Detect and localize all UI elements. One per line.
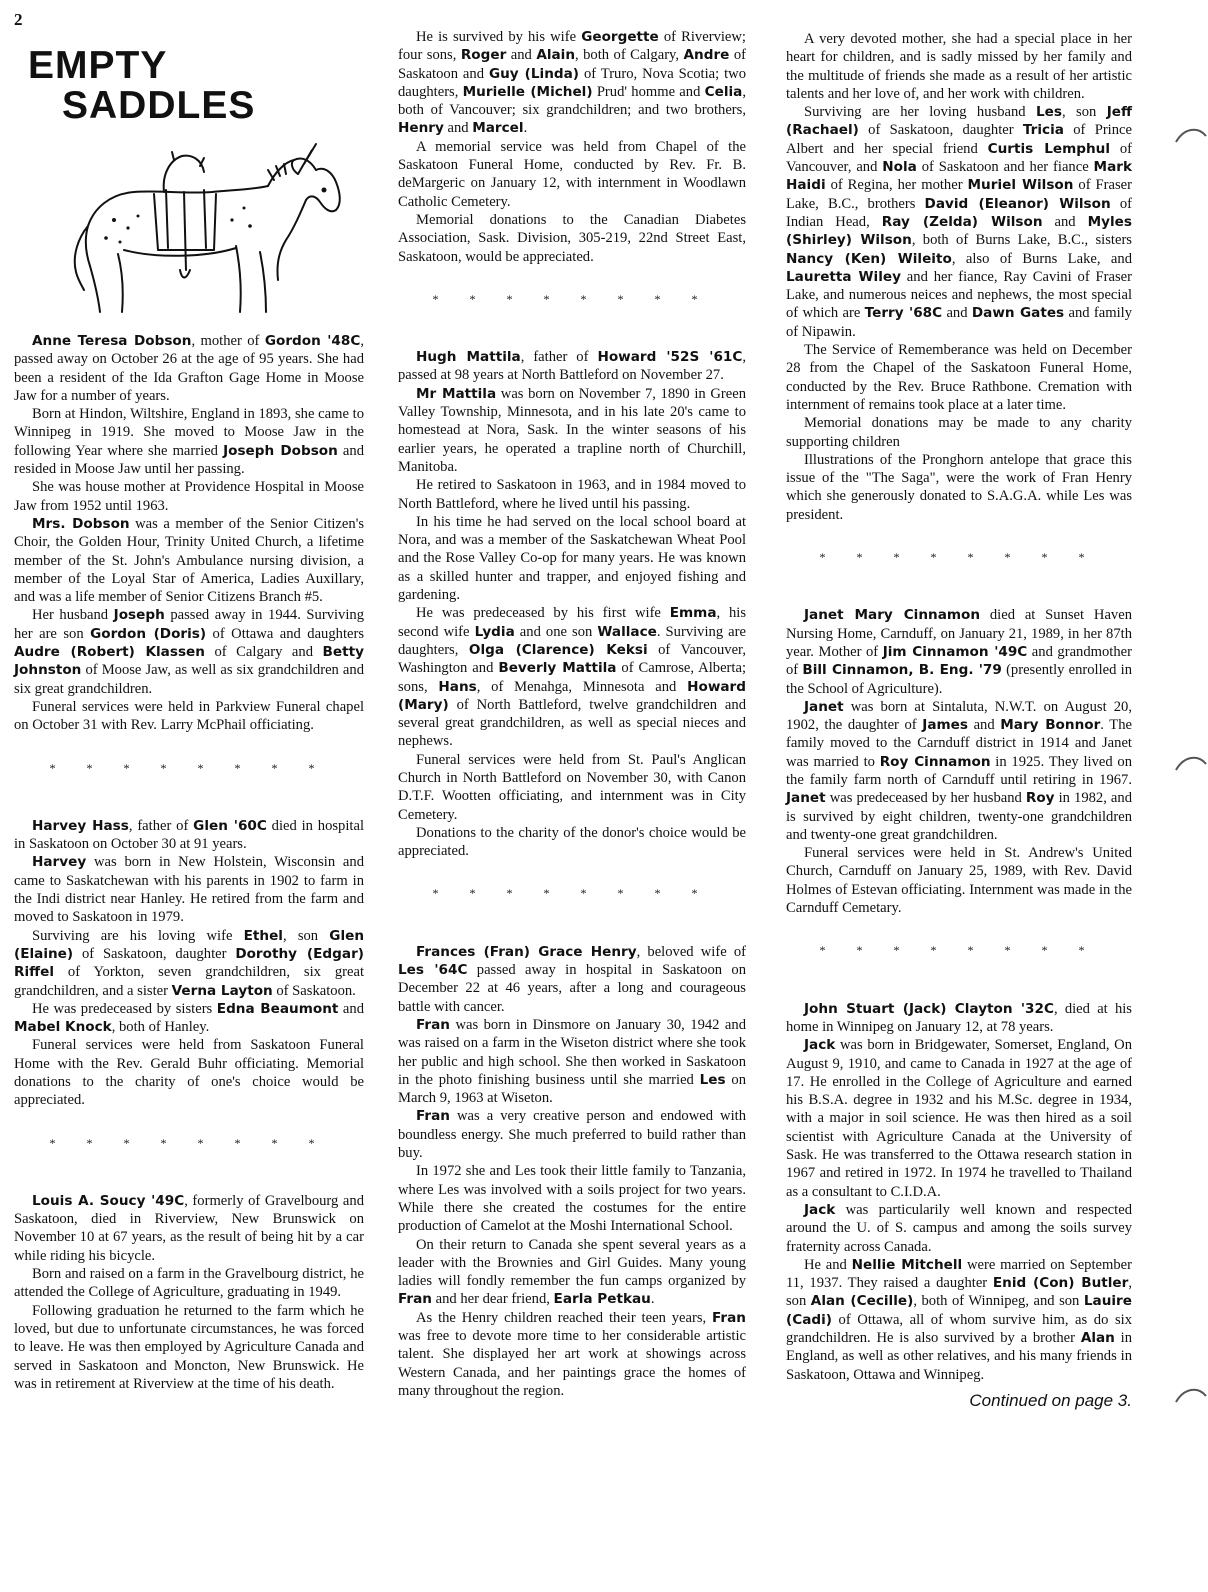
dobson-paragraph: Anne Teresa Dobson, mother of Gordon '48C, passed away on October 26 at the age of 95 years. She had been a resident of the Ida Grafton Gage Home in Moose Jaw for a number of years. [14, 333, 364, 404]
henry-paragraph: Fran was born in Dinsmore on January 30, 1942 and was raised on a farm in the Wiseton district where she took her public and high school. She then worked in Saskatoon in the photo finishing business until she married Les on March 9, 1963 at Wiseton. [398, 1016, 746, 1107]
person-name: Jack [804, 1201, 836, 1218]
dobson-paragraph: Funeral services were held in Parkview Funeral chapel on October 31 with Rev. Larry McPhail officiating. [14, 698, 364, 734]
person-name: Fran [712, 1309, 746, 1326]
obituary-mattila [398, 348, 746, 860]
person-name: Tricia [1022, 122, 1064, 139]
person-name: Andre [683, 47, 730, 64]
cinnamon-paragraph: Funeral services were held in St. Andrew's United Church, Carnduff on January 25, 1989, with Rev. David Holmes of Estevan officiating. Internment was made in the Carnduff Cemetary. [786, 845, 1132, 917]
person-name: Mary Bonnor [1000, 717, 1101, 734]
person-name: Harvey Hass [32, 817, 129, 834]
person-name: Ray (Zelda) Wilson [881, 213, 1043, 230]
person-name: Glen (Elaine) [14, 927, 364, 962]
person-name: Howard '52S '61C [597, 349, 743, 366]
person-name: Celia [704, 83, 743, 100]
person-name: James [922, 717, 968, 734]
mattila-paragraph: Donations to the charity of the donor's choice would be appreciated. [398, 824, 746, 860]
person-name: Gordon '48C [264, 333, 361, 349]
person-name: Alain [536, 47, 576, 64]
person-name: Enid (Con) Butler [992, 1275, 1129, 1292]
soucy-paragraph: He is survived by his wife Georgette of Riverview; four sons, Roger and Alain, both of Calgary, Andre of Saskatoon and Guy (Linda) of Truro, Nova Scotia; two daughters, Murielle (Michel) Prud' homme and Celia, both of Vancouver; six grandchildren; and two brothers, Henry and Marcel. [398, 29, 747, 137]
person-name: Howard (Mary) [398, 678, 746, 713]
person-name: Fran [416, 1016, 450, 1033]
soucy-paragraph: Louis A. Soucy '49C, formerly of Gravelbourg and Saskatoon, died in Riverview, New Brunswick on November 10 at 67 years, as the result of being hit by a car while riding his bicycle. [14, 1192, 364, 1264]
person-name: Janet [804, 698, 844, 715]
person-name: Betty Johnston [14, 644, 364, 679]
separator-stars: * * * * * * * * [819, 943, 1099, 958]
person-name: Anne Teresa Dobson [32, 333, 192, 349]
person-name: Muriel Wilson [967, 177, 1074, 194]
hass-paragraph: Funeral services were held from Saskatoon Funeral Home with the Rev. Gerald Buhr officiating. Memorial donations to the charity of one's choice would be appreciated. [14, 1037, 364, 1109]
henry-paragraph: Surviving are her loving husband Les, son Jeff (Rachael) of Saskatoon, daughter Tricia of Prince Albert and her special friend Curtis Lemphul of Vancouver, and Nola of Saskatoon and her fiance Mark Haidi of Regina, her mother Muriel Wilson of Fraser Lake, B.C., brothers David (Eleanor) Wilson of Indian Head, Ray (Zelda) Wilson and Myles (Shirley) Wilson, both of Burns Lake, B.C., sisters Nancy (Ken) Wileito, also of Burns Lake, and Lauretta Wiley and her fiance, Ray Cavini of Fraser Lake, and numerous neices and nephews, the most special of which are Terry '68C and Dawn Gates and family of Nipawin. [786, 104, 1133, 340]
henry-paragraph: The Service of Rememberance was held on December 28 from the Chapel of the Saskatoon Funeral Home, conducted by the Rev. Bruce Rathbone. Cremation with internment of remains took place at a later time. [786, 342, 1132, 413]
page-number: 2 [14, 10, 23, 29]
mattila-paragraph: Funeral services were held from St. Paul's Anglican Church in North Battleford on November 30, with Canon D.T.F. Wootten officiating, and internment was in City Cemetery. [398, 751, 746, 823]
person-name: Earla Petkau [553, 1291, 651, 1308]
obituary-clayton [786, 1000, 1132, 1384]
person-name: Henry [398, 120, 444, 137]
person-name: Verna Layton [171, 982, 273, 999]
person-name: Bill Cinnamon, B. Eng. '79 [802, 662, 1002, 679]
separator-stars: * * * * * * * * [49, 1135, 329, 1150]
person-name: Terry '68C [864, 305, 943, 322]
person-name: Myles (Shirley) Wilson [786, 213, 1132, 249]
person-name: Emma [669, 605, 717, 622]
henry-paragraph: A very devoted mother, she had a special place in her heart for children, and is sadly missed by her family and the multitude of friends she made as a result of her artistic talents and her love of, and her work with children. [786, 31, 1132, 102]
henry-paragraph: Frances (Fran) Grace Henry, beloved wife of Les '64C passed away in hospital in Saskatoon on December 22 at 46 years, after a long and courageous battle with cancer. [398, 943, 746, 1015]
separator-stars: * * * * * * * * [819, 550, 1099, 565]
person-name: Marcel [472, 120, 524, 137]
obituary-soucy [14, 1192, 364, 1393]
henry-paragraph: Memorial donations may be made to any charity supporting children [786, 415, 1132, 450]
person-name: Beverly Mattila [498, 660, 617, 677]
hass-paragraph: Harvey Hass, father of Glen '60C died in hospital in Saskatoon on October 30 at 91 years. [14, 817, 364, 853]
person-name: Nellie Mitchell [851, 1256, 963, 1273]
page-title [14, 46, 364, 126]
separator-stars: * * * * * * * * [432, 886, 712, 901]
column-3 [786, 30, 1132, 1410]
henry-paragraph: In 1972 she and Les took their little family to Tanzania, where Les was involved with a soils project for two years. While there she created the costumes for the entire production of Camelot at the Moshi International School. [398, 1163, 746, 1235]
person-name: Harvey [32, 854, 87, 871]
clayton-paragraph: Jack was particularily well known and respected around the U. of S. campus and among the soils survey fraternity across Canada. [786, 1201, 1132, 1255]
dobson-paragraph: Born at Hindon, Wiltshire, England in 1893, she came to Winnipeg in 1919. She moved to Moose Jaw in the following Year where she married Joseph Dobson and resided in Moose Jaw until her passing. [14, 406, 364, 478]
person-name: Nancy (Ken) Wileito [786, 250, 952, 267]
person-name: Nola [882, 159, 917, 176]
saddled-horse-illustration [54, 130, 344, 320]
henry-paragraph: On their return to Canada she spent several years as a leader with the Brownies and Girl Guides. Many young ladies will fondly remember the fun camps organized by Fran and her dear friend, Earla Petkau. [398, 1236, 746, 1308]
person-name: John Stuart (Jack) Clayton '32C [804, 1000, 1054, 1017]
person-name: Glen '60C [193, 817, 267, 834]
person-name: Edna Beaumont [216, 1000, 339, 1017]
person-name: Fran [416, 1108, 450, 1125]
henry-paragraph: Illustrations of the Pronghorn antelope that grace this issue of the "The Saga", were the work of Fran Henry which she generously donated to S.A.G.A. while Les was president. [786, 451, 1132, 523]
person-name: Jeff (Rachael) [786, 104, 1132, 139]
clayton-paragraph: He and Nellie Mitchell were married on September 11, 1937. They raised a daughter Enid (Con) Butler, son Alan (Cecille), both of Winnipeg, and son Lauire (Cadi) of Ottawa, all of whom survive him, as do six grandchildren. He is also survived by a brother Alan in England, as well as other relatives, and his many friends in Saskatoon, Ottawa and Winnipeg. [786, 1256, 1133, 1383]
person-name: Lydia [474, 623, 515, 640]
obituary-henry-continued [786, 30, 1132, 524]
hass-paragraph: Harvey was born in New Holstein, Wisconsin and came to Saskatchewan with his parents in 1902 to farm in the Indi district near Hanley. He retired from the farm and moved to Saskatoon in 1979. [14, 854, 364, 926]
person-name: David (Eleanor) Wilson [924, 195, 1111, 212]
mattila-paragraph: Mr Mattila was born on November 7, 1890 in Green Valley Township, Minnesota, and in his late 20's came to homestead at Nora, Sask. In the winter seasons of his earlier years, he operated a trapline north of Churchill, Manitoba. [398, 385, 746, 475]
person-name: Lauretta Wiley [786, 268, 901, 285]
obituary-henry [398, 943, 746, 1400]
person-name: Alan (Cecille) [810, 1293, 914, 1310]
person-name: Joseph [113, 607, 165, 624]
soucy-paragraph: Following graduation he returned to the farm which he loved, but due to unfortunate circumstances, he was forced to leave. He was then employed by Agriculture Canada and served in Saskatoon and Moncton, New Brunswick. He was in retirement at Riverview at the time of his death. [14, 1302, 364, 1392]
person-name: Gordon (Doris) [90, 625, 207, 642]
person-name: Murielle (Michel) [462, 83, 593, 100]
obituary-dobson [14, 332, 364, 735]
page-curl-mark [1174, 124, 1208, 146]
person-name: Jack [804, 1037, 836, 1054]
person-name: Dawn Gates [971, 305, 1065, 322]
person-name: Georgette [581, 29, 659, 45]
person-name: Olga (Clarence) Keksi [468, 641, 648, 658]
person-name: Curtis Lemphul [987, 140, 1110, 157]
person-name: Roy [1025, 790, 1055, 807]
dobson-paragraph: Her husband Joseph passed away in 1944. Surviving her are son Gordon (Doris) of Ottawa and daughters Audre (Robert) Klassen of Calgary and Betty Johnston of Moose Jaw, as well as six grandchildren and six great grandchildren. [14, 607, 365, 697]
person-name: Audre (Robert) Klassen [14, 644, 205, 661]
person-name: Mrs. Dobson [32, 515, 130, 532]
person-name: Janet Mary Cinnamon [804, 607, 981, 624]
person-name: Mr Mattila [416, 385, 497, 402]
obituary-cinnamon [786, 606, 1132, 917]
mattila-paragraph: He was predeceased by his first wife Emma, his second wife Lydia and one son Wallace. Surviving are daughters, Olga (Clarence) Keksi of Vancouver, Washington and Beverly Mattila of Camrose, Alberta; sons, Hans, of Menahga, Minnesota and Howard (Mary) of North Battleford, twelve grandchildren and several great grandchildren, as well as special nieces and nephews. [398, 605, 747, 750]
soucy-paragraph: Memorial donations to the Canadian Diabetes Association, Sask. Division, 305-219, 22nd Street East, Saskatoon, would be appreciated. [398, 211, 746, 265]
obituary-hass [14, 817, 364, 1110]
person-name: Alan [1080, 1330, 1115, 1346]
person-name: Fran [398, 1291, 432, 1308]
mattila-paragraph: Hugh Mattila, father of Howard '52S '61C, passed at 98 years at North Battleford on November 27. [398, 349, 746, 384]
title-line-1: EMPTY [28, 44, 168, 87]
obituary-soucy-continued [398, 28, 746, 266]
clayton-paragraph: Jack was born in Bridgewater, Somerset, England, On August 9, 1910, and came to Canada in 1927 at the age of 17. He enrolled in the College of Agriculture and earned his B.S.A. degree in 1932 and his M.Sc. degree in 1934, with a major in soil science. He was then hired as a soil scientist with Agriculture Canada at the University of Sask. He was transferred to the Ottawa research station in 1967 and retired in 1972. In 1974 he travelled to Thailand as a consultant to C.I.D.A. [786, 1037, 1132, 1200]
henry-paragraph: Fran was a very creative person and endowed with boundless energy. She much preferred to build rather than buy. [398, 1108, 746, 1162]
person-name: Les [699, 1071, 726, 1088]
person-name: Joseph Dobson [223, 442, 338, 459]
dobson-paragraph: She was house mother at Providence Hospital in Moose Jaw from 1952 until 1963. [14, 479, 364, 514]
mattila-paragraph: In his time he had served on the local school board at Nora, and was a member of the Saskatchewan Wheat Pool and the Rose Valley Co-op for many years. He was known as a skilled hunter and trapper, and enjoyed fishing and gardening. [398, 513, 746, 604]
title-line-2: SADDLES [62, 84, 256, 127]
clayton-paragraph: John Stuart (Jack) Clayton '32C, died at his home in Winnipeg on January 12, at 78 years. [786, 1000, 1132, 1035]
person-name: Roy Cinnamon [879, 753, 991, 770]
person-name: Jim Cinnamon '49C [882, 643, 1028, 660]
page-curl-mark [1174, 752, 1208, 774]
mattila-paragraph: He retired to Saskatoon in 1963, and in 1984 moved to North Battleford, where he lived until his passing. [398, 477, 746, 512]
column-1 [14, 28, 364, 1393]
person-name: Hugh Mattila [416, 349, 521, 366]
person-name: Hans [438, 678, 477, 695]
person-name: Janet [786, 790, 826, 807]
hass-paragraph: He was predeceased by sisters Edna Beaumont and Mabel Knock, both of Hanley. [14, 1000, 364, 1036]
person-name: Lauire (Cadi) [786, 1293, 1132, 1328]
dobson-paragraph: Mrs. Dobson was a member of the Senior Citizen's Choir, the Golden Hour, Trinity United Church, a lifetime member of the St. John's Ambulance nursing division, a member of the Loyal Star of America, Ladies Auxillary, and was a life member of Senior Citizens Branch #5. [14, 515, 364, 606]
soucy-paragraph: A memorial service was held from Chapel of the Saskatoon Funeral Home, conducted by Rev. Fr. B. deMargeric on January 12, with internment in Woodlawn Catholic Cemetery. [398, 138, 746, 210]
cinnamon-paragraph: Janet was born at Sintaluta, N.W.T. on August 20, 1902, the daughter of James and Mary Bonnor. The family moved to the Carnduff district in 1914 and Janet was married to Roy Cinnamon in 1925. They lived on the family farm north of Carnduff until retiring in 1967. Janet was predeceased by her husband Roy in 1982, and is survived by eight children, twenty-one grandchildren and twenty-one great grandchildren. [786, 698, 1132, 843]
person-name: Roger [460, 47, 507, 64]
hass-paragraph: Surviving are his loving wife Ethel, son Glen (Elaine) of Saskatoon, daughter Dorothy (Edgar) Riffel of Yorkton, seven grandchildren, six great grandchildren, and a sister Verna Layton of Saskatoon. [14, 927, 364, 999]
person-name: Wallace [597, 623, 657, 640]
soucy-paragraph: Born and raised on a farm in the Gravelbourg district, he attended the College of Agriculture, graduating in 1949. [14, 1266, 364, 1301]
person-name: Ethel [243, 927, 283, 944]
person-name: Guy (Linda) [488, 65, 580, 82]
page-curl-mark [1174, 1384, 1208, 1406]
person-name: Les '64C [398, 962, 468, 979]
person-name: Louis A. Soucy '49C [32, 1192, 185, 1209]
person-name: Les [1035, 104, 1062, 121]
separator-stars: * * * * * * * * [49, 760, 329, 775]
column-2 [398, 28, 746, 1400]
henry-paragraph: As the Henry children reached their teen years, Fran was free to devote more time to her considerable artistic talent. She displayed her art work at showings across Western Canada, and her paintings grace the homes of many throughout the region. [398, 1309, 746, 1399]
person-name: Dorothy (Edgar) Riffel [14, 945, 364, 981]
person-name: Mabel Knock [14, 1019, 112, 1036]
cinnamon-paragraph: Janet Mary Cinnamon died at Sunset Haven Nursing Home, Carnduff, on January 21, 1989, in her 87th year. Mother of Jim Cinnamon '49C and grandmother of Bill Cinnamon, B. Eng. '79 (presently enrolled in the School of Agriculture). [786, 607, 1133, 697]
continued-note: Continued on page 3. [969, 1390, 1132, 1410]
person-name: Mark Haidi [786, 159, 1132, 194]
person-name: Frances (Fran) Grace Henry [416, 943, 637, 960]
separator-stars: * * * * * * * * [432, 291, 712, 306]
